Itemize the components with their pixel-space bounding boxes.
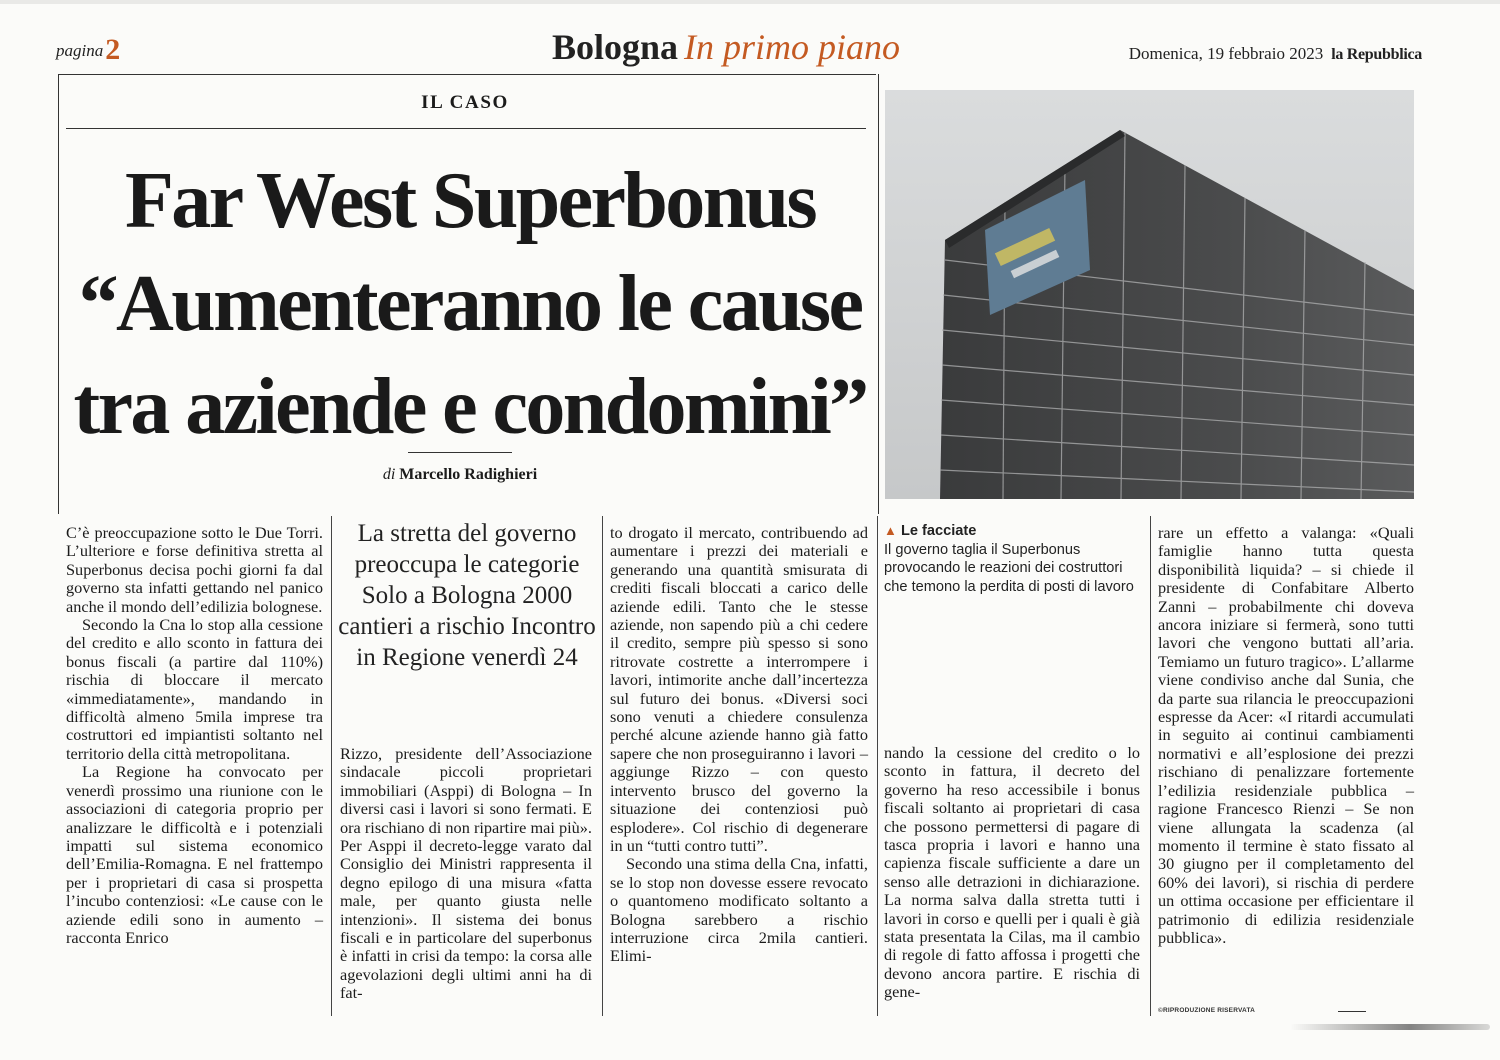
photo-caption [884, 522, 1144, 596]
headline-line-3: tra aziende e condomini” [73, 363, 867, 451]
issue-date: Domenica, 19 febbraio 2023 [1128, 44, 1324, 63]
paragraph: to drogato il mercato, contribuendo ad aumentare i prezzi dei materiali e generando una quantità smisurata di crediti fiscali bloccati a carico delle aziende edili. Tanto che le stesse aziende, non sapendo più a chi cedere il credito, sempre più spesso si sono ritrovate costrette a interrompere i lavori, intimorite anche dall’incertezza sul futuro dei bonus. «Diversi soci sono venuti a chiedere consulenza perché alcune aziende hanno già fatto sapere che non proseguiranno i lavori – aggiunge Rizzo – con questo intervento brusco del governo la situazione dei contenziosi può esplodere». Col rischio di degenerare in un “tutti contro tutti”. [610, 523, 868, 855]
column-divider [877, 516, 878, 1016]
scan-edge [0, 0, 1500, 4]
byline-prefix: di [382, 466, 396, 483]
paragraph: Secondo una stima della Cna, infatti, se lo stop non dovesse essere revocato o quantomeno modificato soltanto a Bologna sarebbero a rischio interruzione circa 2mila cantieri. Elimi- [610, 854, 868, 966]
paragraph: Secondo la Cna lo stop alla cessione del credito e allo sconto in fattura dei bonus fiscali (a partire dal 110%) rischia di bloccare il mercato «immediatamente», mandando in difficoltà almeno 5mila imprese tra costruttori ed impiantisti soltanto nel territorio della città metropolitana. [66, 615, 323, 763]
caption-triangle-icon: ▲ [884, 523, 897, 538]
column-divider [331, 516, 332, 1016]
section-city: Bologna [552, 27, 679, 67]
paragraph: nando la cessione del credito o lo sconto in fattura, il decreto del governo ha reso accessibile i bonus fiscali soltanto ai proprietari di casa che possono permettersi di pagare di tasca propria i lavori e hanno una capienza fiscale sufficiente a dare un senso alle detrazioni in dichiarazione. La norma salva dalla stretta tutti i lavori in corso e quelli per i quali è già stata presentata la Cilas, ma il cambio di regole di fatto affossa i progetti che devono ancora partire. E rischia di gene- [884, 743, 1140, 1002]
column-divider [602, 516, 603, 1016]
article-column-3 [610, 524, 868, 966]
article-column-5 [1158, 524, 1414, 947]
building-photo [885, 90, 1414, 499]
newspaper-name: la Repubblica [1331, 46, 1422, 63]
byline-rule [408, 452, 512, 453]
paragraph: Rizzo, presidente dell’Associazione sindacale piccoli proprietari immobiliari (Asppi) di Bologna – In diversi casi i lavori si sono fermati. E ora rischiano di non ripartire mai più». Per Asppi il decreto-legge varato dal Consiglio dei Ministri rappresenta il degno epilogo di una misura «fatta male, per quanto giusta nelle intenzioni». Il sistema dei bonus fiscali e in particolare del superbonus è infatti in crisi da tempo: la corsa alle agevolazioni degli ultimi anni ha di fat- [340, 744, 592, 1003]
author-name: Marcello Radighieri [399, 466, 538, 483]
paragraph: C’è preoccupazione sotto le Due Torri. L’ulteriore e forse definitiva stretta al Superbonus decisa pochi giorni fa dal governo sta infatti gettando nel panico anche il mondo dell’edilizia bolognese. [66, 523, 323, 616]
caption-text: Il governo taglia il Superbonus provocando le reazioni dei costruttori che temono la perdita di posti di lavoro [884, 541, 1134, 595]
end-rule [1338, 1011, 1366, 1012]
section-title [552, 26, 900, 68]
article-column-2 [340, 745, 592, 1003]
dateline [1129, 44, 1422, 64]
headline [60, 150, 880, 459]
page-number [56, 30, 120, 64]
headline-line-2: “Aumenteranno le cause [78, 260, 862, 348]
scan-artifact [1290, 1024, 1490, 1030]
page-word: pagina [56, 41, 104, 60]
page-number-value: 2 [105, 33, 121, 66]
caption-title: Le facciate [900, 523, 977, 539]
paragraph: rare un effetto a valanga: «Quali famiglie hanno tutta questa disponibilità liquida? – si chiede il presidente di Confabitare Alberto Zanni – probabilmente chi doveva ancora iniziare si fermerà, sono tutti lavori che vengono buttati all’aria. Temiamo un futuro tragico». L’allarme viene condiviso anche dal Sunia, che da parte sua rilancia le preoccupazioni espresse da Acer: «I ritardi accumulati in seguito ai continui cambiamenti normativi e all’esplosione dei prezzi rischiano di penalizzare fortemente l’edilizia residenziale pubblica – ragione Francesco Rienzi – Se non viene allungata la scadenza (al momento il termine è stato fissato al 30 giugno per il completamento del 60% dei lavori), si rischia di perdere un ottima occasione per efficientare il patrimonio di edilizia residenziale pubblica». [1158, 523, 1414, 947]
paragraph: La Regione ha convocato per venerdì prossimo una riunione con le associazioni di categoria proprio per analizzare le difficoltà e i potenziali impatti sul sistema economico dell’Emilia-Romagna. E nel frattempo per i proprietari di casa si prospetta l’incubo contenziosi: «Le cause con le aziende edili sono in aumento – racconta Enrico [66, 762, 323, 947]
kicker-rule [66, 128, 866, 129]
article-column-1 [66, 524, 323, 947]
byline [300, 466, 620, 484]
article-column-4 [884, 744, 1140, 1002]
subheadline: La stretta del governo preoccupa le categorie Solo a Bologna 2000 cantieri a rischio Incontro in Regione venerdì 24 [338, 520, 596, 671]
copyright-notice: ©RIPRODUZIONE RISERVATA [1158, 1007, 1256, 1014]
headline-line-1: Far West Superbonus [124, 157, 816, 245]
section-kicker: In primo piano [684, 27, 901, 67]
column-divider [1150, 516, 1151, 1016]
article-kicker: IL CASO [421, 92, 509, 113]
